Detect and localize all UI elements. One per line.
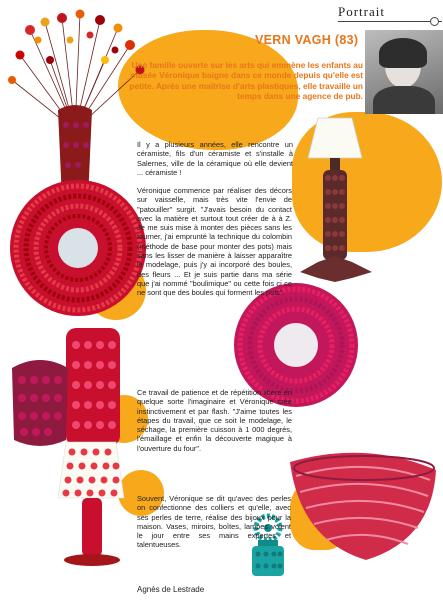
section-label: Portrait <box>338 4 385 19</box>
red-bead-mirror-left <box>10 180 146 316</box>
article-title: VERN VAGH (83) <box>255 33 359 47</box>
red-bead-vases <box>12 328 120 446</box>
section-rule <box>338 21 442 22</box>
article-intro: Une famille ouverte sur les arts qui emmène les enfants au musée Véronique baigne dans ce monde depuis qu'elle est petite. Après une maîtrise d'arts plastiques, elle travaille un temps dans une agence de pub. <box>129 60 363 102</box>
bead-bouquet-vase <box>8 10 145 204</box>
article-paragraph-2: Véronique commence par réaliser des décors sur vaisselle, mais très vite l'envie de "patouiller" surgit. "J'avais besoin du contact avec la matière et surtout tout créer de à à Z. Je me suis mise à monter des pièces sans les tourner, j'ai emprunté la technique du colombin (méthode de base pour monter des pots) mais sans les lisser de manière à laisser apparaître le modelage, puis j'y ai incorporé des boules, des fleurs ... Et je suis partie dans ma série que j'ai nommé "boulimique" ou cette fois ci ce ne sont que des boules qui forment les pots". <box>137 186 292 298</box>
article-paragraph-1: Il y a plusieurs années, elle rencontre un céramiste, fils d'un céramiste et s'installe à Salernes, ville de la céramique où elle devient ... céramiste ! <box>137 140 293 177</box>
author-signature: Agnès de Lestrade <box>137 585 205 594</box>
polka-dot-lamp <box>58 442 124 566</box>
article-paragraph-3: Ce travail de patience et de répétition libère en quelque sorte l'imaginaire et Véronique crée instinctivement et par flash. "J'aime toutes les étapes du travail, que ce soit le modelage, le séchage, la première cuisson à 1 000 degrés, l'émaillage et enfin la découverte magique à l'ouverture du four". <box>137 388 292 453</box>
artist-portrait-photo <box>365 30 443 114</box>
section-rule-knob <box>430 17 439 26</box>
beaded-lamp <box>300 118 372 282</box>
red-woven-bowl <box>290 453 436 560</box>
article-paragraph-4: Souvent, Véronique se dit qu'avec des perles on confectionne des colliers et qu'elle, avec ses perles de terre, réalise des bijoux pour la maison. Vases, miroirs, boîtes, lampes voient le jour entre ses mains expertes et talentueuses. <box>137 494 291 550</box>
